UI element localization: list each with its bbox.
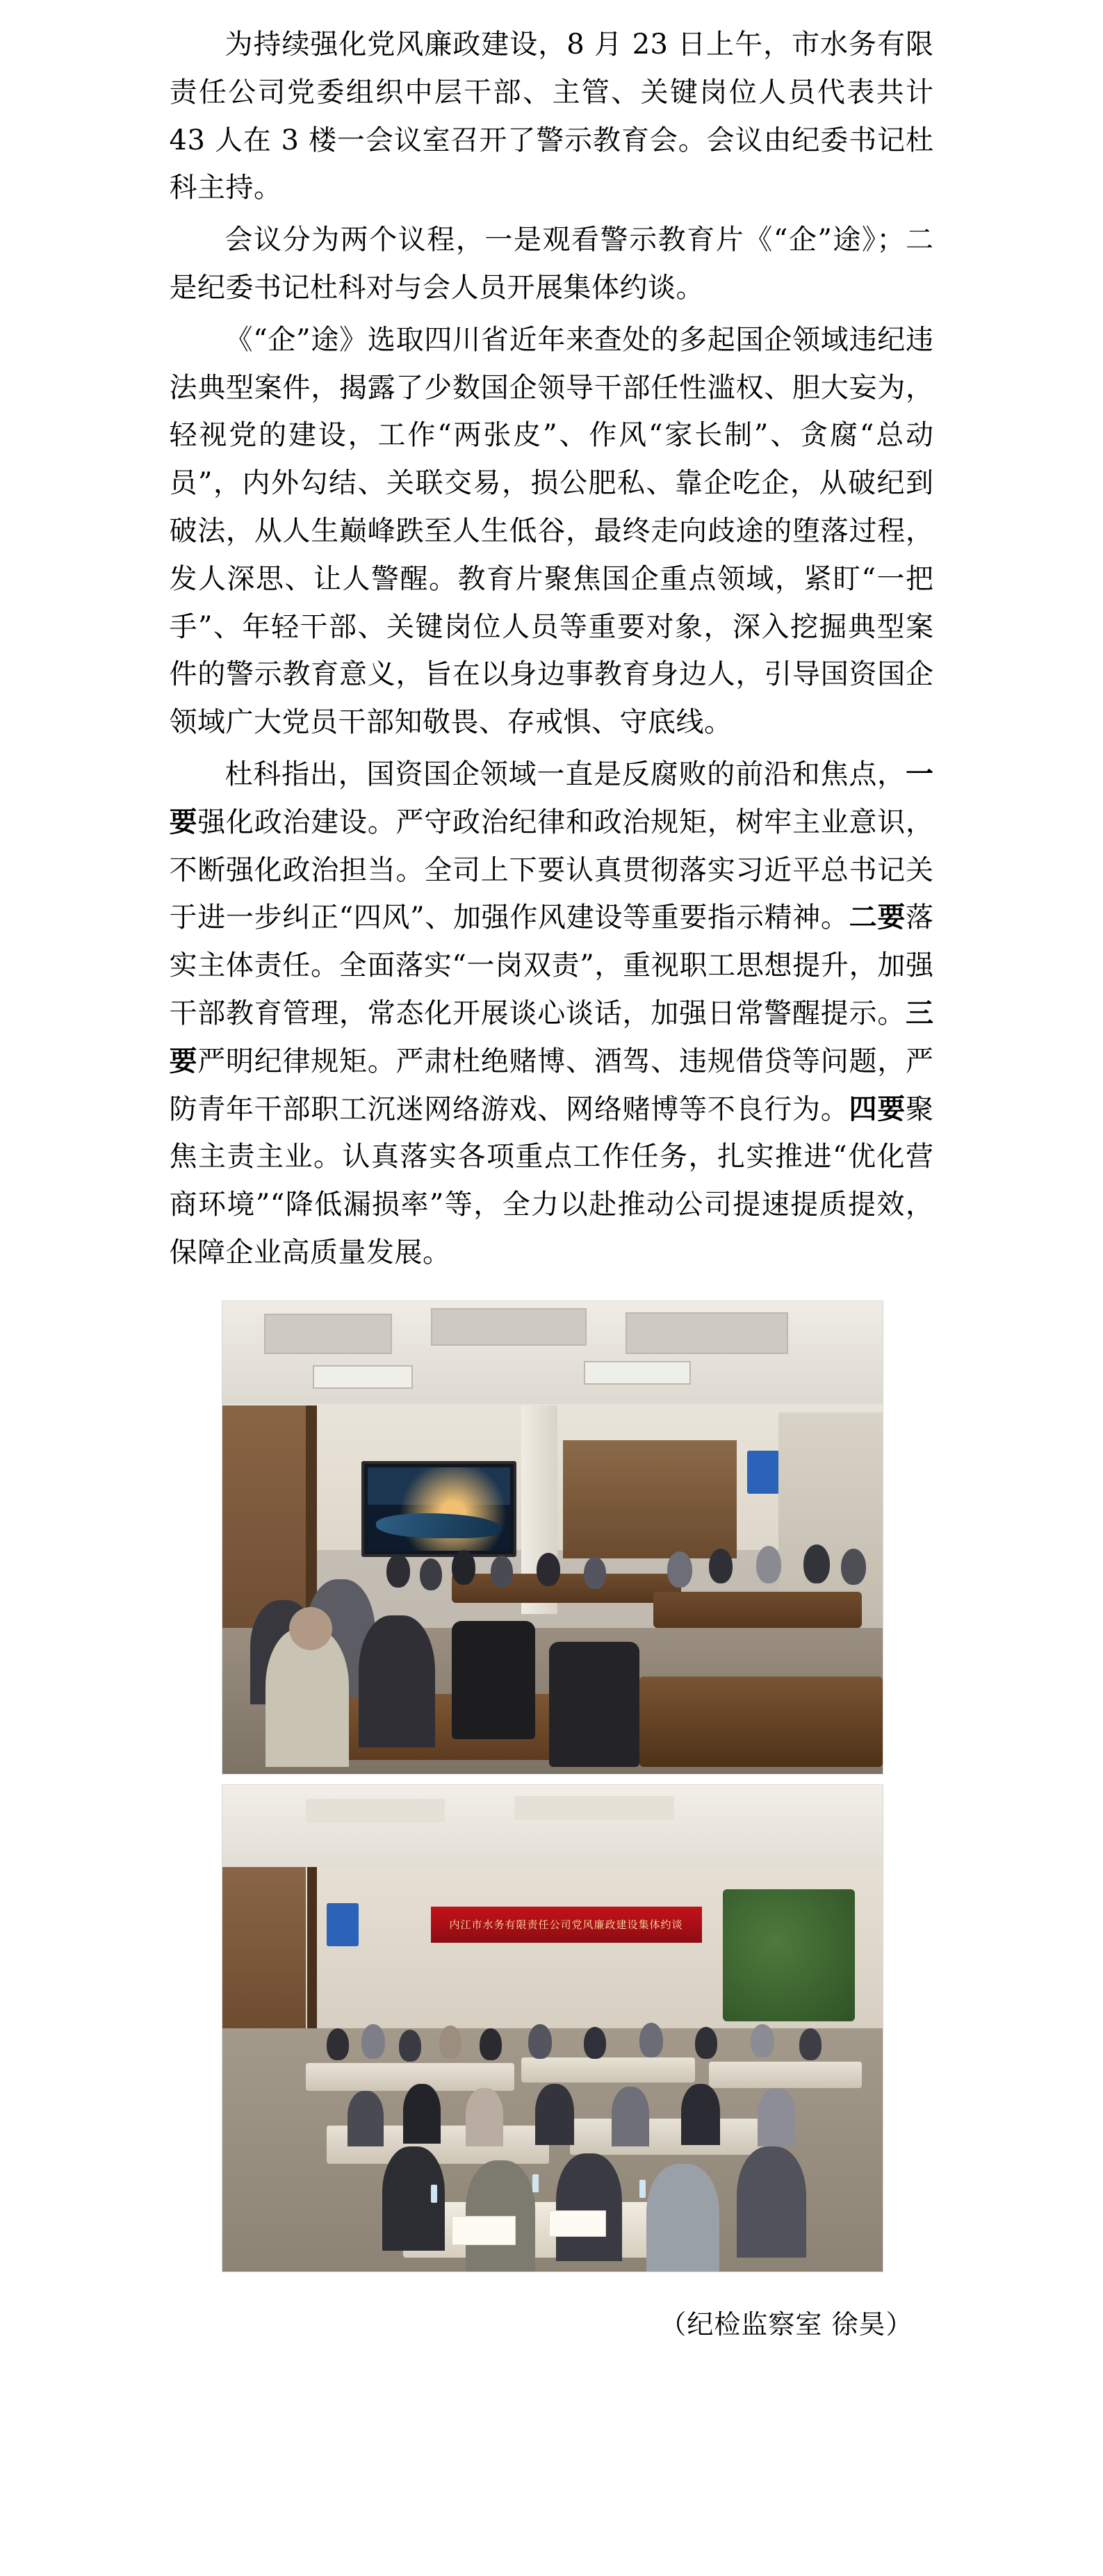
conference-table bbox=[653, 1592, 862, 1628]
emphasis-run: 三要 bbox=[169, 996, 934, 1077]
paragraph-1: 为持续强化党风廉政建设，8 月 23 日上午，市水务有限责任公司党委组织中层干部、主管、关键岗位人员代表共计 43 人在 3 楼一会议室召开了警示教育会。会议由纪委书记杜科主持。 bbox=[169, 28, 934, 204]
ceiling-panel bbox=[626, 1312, 788, 1354]
office-chair bbox=[549, 1642, 639, 1767]
wall-wood-panel bbox=[222, 1405, 306, 1635]
attendee bbox=[758, 2088, 795, 2146]
text-run: 强化政治建设。严守政治纪律和政治规矩，树牢主业意识，不断强化政治担当。全司上下要认真贯彻落实习近平总书记关于进一步纠正“四风”、加强作风建设等重要指示精神。 bbox=[169, 806, 934, 934]
figure-meeting-room bbox=[222, 1301, 883, 1775]
meeting-table bbox=[521, 2057, 695, 2082]
water-bottle bbox=[431, 2185, 437, 2203]
text-run: 落实主体责任。全面落实“一岗双责”，重视职工思想提升，加强干部教育管理，常态化开展谈心谈话，加强日常警醒提示。 bbox=[169, 902, 934, 1029]
attendee bbox=[695, 2027, 717, 2059]
emphasis-run: 一要 bbox=[169, 757, 934, 838]
attendee-head bbox=[289, 1607, 332, 1650]
attendee bbox=[841, 1549, 866, 1585]
attendee bbox=[803, 1544, 830, 1583]
figure-collective-talk bbox=[222, 1784, 883, 2272]
office-chair bbox=[452, 1621, 535, 1739]
emphasis-run: 四要 bbox=[849, 1092, 906, 1125]
signature-line: （纪检监察室 徐昊） bbox=[660, 2308, 913, 2340]
attendee bbox=[491, 1556, 513, 1588]
text-run: 严明纪律规矩。严肃杜绝赌博、酒驾、违规借贷等问题，严防青年干部职工沉迷网络游戏、网络赌博等不良行为。 bbox=[169, 1045, 934, 1125]
ceiling-panel bbox=[264, 1314, 392, 1354]
attendee bbox=[348, 2091, 384, 2146]
attendee bbox=[535, 2084, 574, 2145]
ceiling-panel bbox=[514, 1796, 674, 1820]
attendee bbox=[420, 1558, 442, 1590]
conference-table bbox=[452, 1574, 681, 1603]
attendee bbox=[480, 2028, 502, 2060]
emphasis-run: 二要 bbox=[849, 901, 906, 934]
attendee bbox=[466, 2088, 503, 2146]
meeting-table bbox=[306, 2063, 514, 2091]
meeting-table bbox=[570, 2119, 778, 2155]
attendee bbox=[584, 1557, 606, 1589]
attendee bbox=[756, 1546, 781, 1583]
attendee bbox=[709, 1549, 733, 1583]
attendee bbox=[403, 2084, 441, 2144]
attendee bbox=[452, 1550, 475, 1585]
water-bottle bbox=[532, 2174, 539, 2192]
attendee bbox=[528, 2024, 552, 2059]
attendee bbox=[751, 2024, 774, 2057]
paragraph-4 bbox=[170, 751, 934, 1277]
attendee-foreground bbox=[359, 1615, 435, 1747]
attendee bbox=[361, 2024, 385, 2059]
ceiling-light bbox=[584, 1361, 691, 1385]
attendee bbox=[537, 1553, 560, 1586]
screen-graphic bbox=[376, 1513, 501, 1538]
projection-screen bbox=[361, 1461, 516, 1557]
ceiling-panel bbox=[306, 1799, 445, 1823]
screen-content bbox=[368, 1467, 510, 1551]
document-body bbox=[170, 21, 934, 2341]
front-table bbox=[639, 1677, 883, 1767]
attendee bbox=[327, 2028, 349, 2060]
ceiling-panel bbox=[431, 1308, 587, 1346]
wall-sign-icon bbox=[327, 1903, 359, 1946]
paragraph-3: 《“企”途》选取四川省近年来查处的多起国企领域违纪违法典型案件，揭露了少数国企领导干部任性滥权、胆大妄为，轻视党的建设，工作“两张皮”、作风“家长制”、贪腐“总动员”，内外勾结、关联交易，损公肥私、靠企吃企，从破纪到破法，从人生巅峰跌至人生低谷，最终走向歧途的堕落过程，发人深思、让人警醒。教育片聚焦国企重点领域，紧盯“一把手”、年轻干部、关键岗位人员等重要对象，深入挖掘典型案件的警示教育意义，旨在以身边事教育身边人，引导国资国企领域广大党员干部知敬畏、存戒惧、守底线。 bbox=[169, 323, 934, 739]
attendee bbox=[399, 2030, 421, 2062]
documents bbox=[549, 2210, 606, 2237]
side-wall bbox=[778, 1412, 883, 1621]
text-run: 杜科指出，国资国企领域一直是反腐败的前沿和焦点， bbox=[224, 758, 906, 790]
attendee bbox=[612, 2087, 649, 2146]
ceiling-light bbox=[313, 1365, 413, 1389]
attendee bbox=[439, 2025, 461, 2059]
attendee bbox=[681, 2084, 720, 2145]
banner-text: 内江市水务有限责任公司党风廉政建设集体约谈 bbox=[431, 1907, 702, 1943]
attendee-foreground bbox=[556, 2153, 622, 2261]
attendee-foreground bbox=[737, 2146, 806, 2258]
text-run: 聚焦主责主业。认真落实各项重点工作任务，扎实推进“优化营商环境”“降低漏损率”等，全力以赴推动公司提速提质提效，保障企业高质量发展。 bbox=[169, 1093, 934, 1269]
wall-wood-trim bbox=[307, 1867, 317, 2041]
attendee bbox=[386, 1554, 410, 1588]
attendee-foreground bbox=[646, 2164, 719, 2272]
window-greenery bbox=[723, 1889, 855, 2021]
water-bottle bbox=[639, 2180, 646, 2198]
wall-sign-icon bbox=[747, 1451, 779, 1494]
documents bbox=[452, 2216, 516, 2245]
paragraph-2: 会议分为两个议程，一是观看警示教育片《“企”途》；二是纪委书记杜科对与会人员开展集体约谈。 bbox=[169, 224, 934, 304]
attendee bbox=[799, 2028, 822, 2060]
attendee bbox=[667, 1551, 692, 1588]
attendee bbox=[584, 2027, 606, 2059]
wall-wood-panel bbox=[563, 1440, 737, 1558]
figure-group bbox=[222, 1301, 882, 2272]
wall-wood-panel bbox=[222, 1867, 306, 2041]
attendee bbox=[639, 2023, 663, 2057]
meeting-table bbox=[709, 2062, 862, 2088]
